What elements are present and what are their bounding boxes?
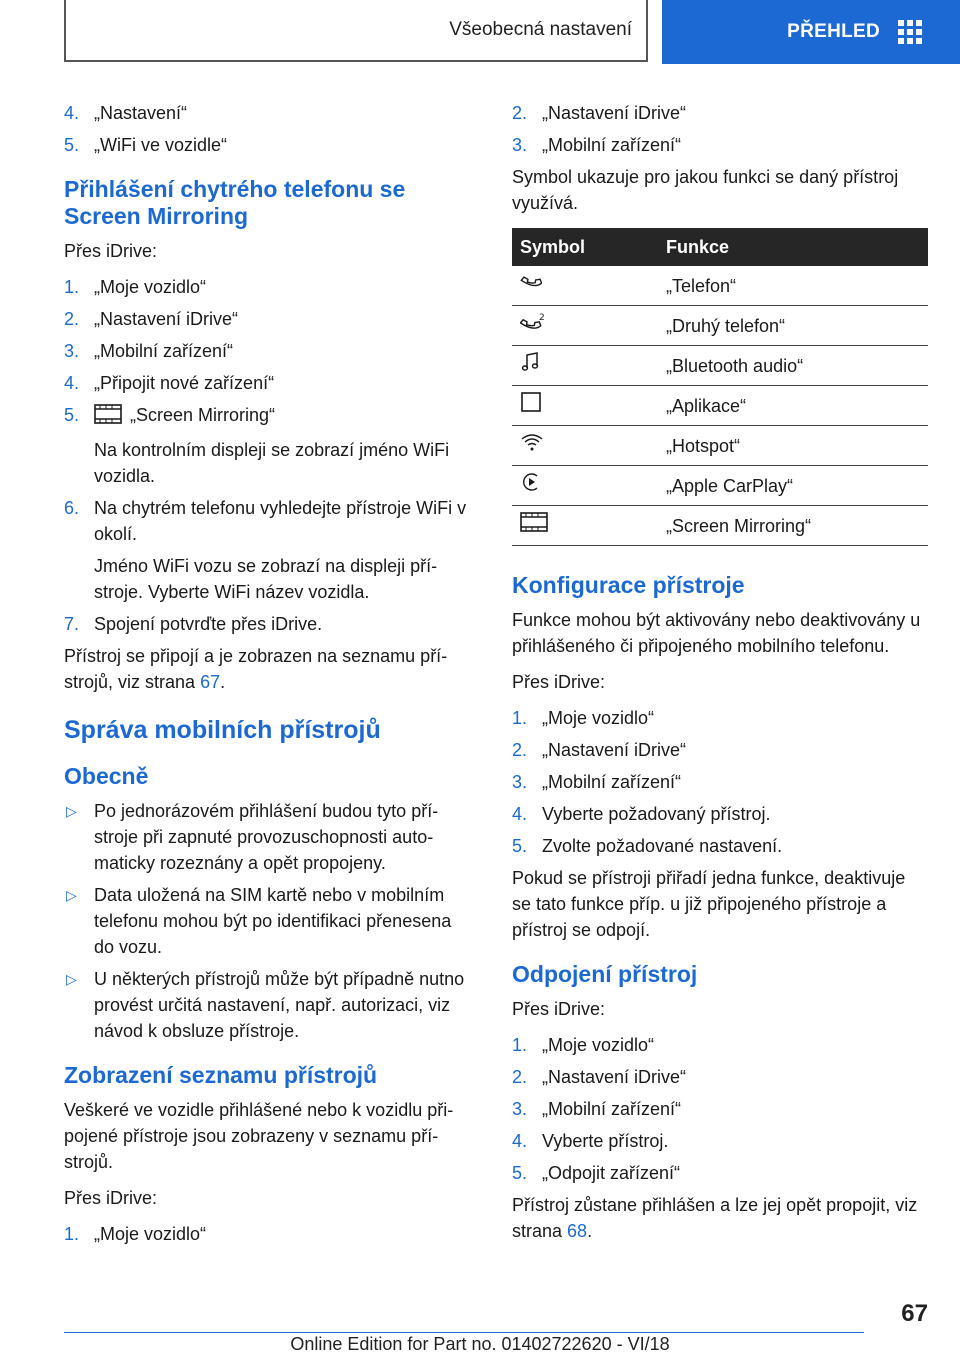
left-column — [64, 100, 476, 1253]
footer-rule — [64, 1332, 864, 1333]
bullet-item: ▷ Data uložená na SIM kartě nebo v mobilním telefonu mohou být po identifikaci přenesena do vozu. — [64, 882, 476, 960]
screen-mirroring-icon — [94, 404, 122, 431]
grid-menu-icon — [898, 20, 922, 44]
list-item: 1. „Moje vozidlo“ — [64, 277, 207, 297]
list-item: 1. „Moje vozidlo“ — [512, 1035, 655, 1055]
intro-text: Přes iDrive: — [512, 672, 606, 692]
list-item: 6. Na chytrém telefonu vyhledejte přístroje WiFi v okolí. Jméno WiFi vozu se zobrazí na displeji přístroje. Vyberte WiFi název vozidla. — [64, 498, 467, 602]
list-item: 4. „Nastavení“ — [64, 103, 188, 123]
list-item: 2. „Nastavení iDrive“ — [512, 103, 687, 123]
table-row: „Bluetooth audio“ — [512, 346, 928, 386]
list-item: 4. Vyberte požadovaný přístroj. — [512, 804, 771, 824]
intro-text: Přes iDrive: — [64, 1188, 158, 1208]
page-number: 67 — [901, 1300, 928, 1327]
table-row: „Screen Mirroring“ — [512, 506, 928, 546]
heading-zobrazeni: Zobrazení seznamu přístrojů — [64, 1062, 378, 1088]
list-item: 1. „Moje vozidlo“ — [64, 1224, 207, 1244]
table-row: „Aplikace“ — [512, 386, 928, 426]
outro-text: Přístroj se připojí a je zobrazen na seznamu přístrojů, viz strana 67. — [64, 646, 448, 692]
phone-icon — [520, 277, 542, 297]
symbol-table — [512, 228, 928, 546]
col-header-symbol: Symbol — [512, 228, 658, 266]
list-item: 4. Vyberte přístroj. — [512, 1131, 669, 1151]
table-row: 2 „Druhý telefon“ — [512, 306, 928, 346]
table-header-row — [512, 228, 928, 266]
footer-edition: Online Edition for Part no. 01402722620 - VI/18 — [290, 1334, 670, 1354]
outro-text: Pokud se přístroji přiřadí jedna funkce, deaktivuje se tato funkce příp. u již připojeného přístroje a přístroj se odpojí. — [512, 868, 906, 940]
list-item: 3. „Mobilní zařízení“ — [512, 1099, 682, 1119]
app-square-icon — [520, 397, 542, 417]
body-text: Funkce mohou být aktivovány nebo deaktivovány u přihlášeného či připojeného mobilního telefonu. — [512, 610, 921, 656]
wifi-hotspot-icon — [520, 437, 544, 457]
carplay-icon — [520, 477, 542, 497]
intro-text: Přes iDrive: — [64, 241, 158, 261]
page-link-68[interactable]: 68 — [567, 1221, 588, 1241]
list-item: 3. „Mobilní zařízení“ — [512, 772, 682, 792]
table-row: „Telefon“ — [512, 266, 928, 306]
triangle-bullet-icon: ▷ — [66, 887, 77, 903]
heading-screen-mirroring: Přihlášení chytrého telefonu se Screen Mirroring — [64, 176, 406, 229]
list-item: 3. „Mobilní zařízení“ — [512, 135, 682, 155]
list-item: 5. Zvolte požadované nastavení. — [512, 836, 783, 856]
heading-konfigurace: Konfigurace přístroje — [512, 572, 745, 598]
symbol-description: Symbol ukazuje pro jakou funkci se daný přístroj využívá. — [512, 167, 899, 213]
header-section-title: Všeobecná nastavení — [449, 19, 632, 40]
svg-text:2: 2 — [539, 313, 545, 323]
bullet-item: ▷ U některých přístrojů může být případně nutno provést určitá nastavení, např. autorizaci, viz návod k obsluze přístroje. — [64, 966, 476, 1044]
list-item: 2. „Nastavení iDrive“ — [64, 309, 239, 329]
page-link-67[interactable]: 67 — [200, 672, 221, 692]
body-text: Veškeré ve vozidle přihlášené nebo k vozidlu připojené přístroje jsou zobrazeny v seznamu přístrojů. — [64, 1100, 454, 1172]
right-column — [512, 100, 928, 1254]
phone-2-icon — [520, 313, 546, 337]
list-item: 1. „Moje vozidlo“ — [512, 708, 655, 728]
list-item: 2. „Nastavení iDrive“ — [512, 740, 687, 760]
list-item: 5. „Screen Mirroring“ Na kontrolním displeji se zobrazí jméno WiFi vozidla. — [64, 405, 450, 486]
outro-text: Přístroj zůstane přihlášen a lze jej opět propojit, viz strana 68. — [512, 1195, 918, 1241]
music-note-icon — [520, 357, 542, 377]
heading-obecne: Obecně — [64, 763, 149, 789]
header-tab-label: PŘEHLED — [787, 21, 880, 42]
heading-sprava: Správa mobilních přístrojů — [64, 716, 381, 744]
col-header-funkce: Funkce — [658, 228, 928, 266]
triangle-bullet-icon: ▷ — [66, 971, 77, 987]
table-row: „Apple CarPlay“ — [512, 466, 928, 506]
list-item: 4. „Připojit nové zařízení“ — [64, 373, 275, 393]
table-row: „Hotspot“ — [512, 426, 928, 466]
screen-mirroring-icon — [520, 516, 548, 536]
triangle-bullet-icon: ▷ — [66, 803, 77, 819]
header-section-box — [64, 0, 648, 62]
intro-text: Přes iDrive: — [512, 999, 606, 1019]
heading-odpojeni: Odpojení přístroj — [512, 961, 698, 987]
list-item: 5. „WiFi ve vozidle“ — [64, 135, 228, 155]
list-item: 3. „Mobilní zařízení“ — [64, 341, 234, 361]
list-item: 5. „Odpojit zařízení“ — [512, 1163, 681, 1183]
list-item: 7. Spojení potvrďte přes iDrive. — [64, 614, 323, 634]
header-overview-tab[interactable] — [662, 0, 960, 64]
list-item: 2. „Nastavení iDrive“ — [512, 1067, 687, 1087]
bullet-item: ▷ Po jednorázovém přihlášení budou tyto přístroje při zapnuté provozuschopnosti automaticky rozeznány a opět propojeny. — [64, 798, 476, 876]
